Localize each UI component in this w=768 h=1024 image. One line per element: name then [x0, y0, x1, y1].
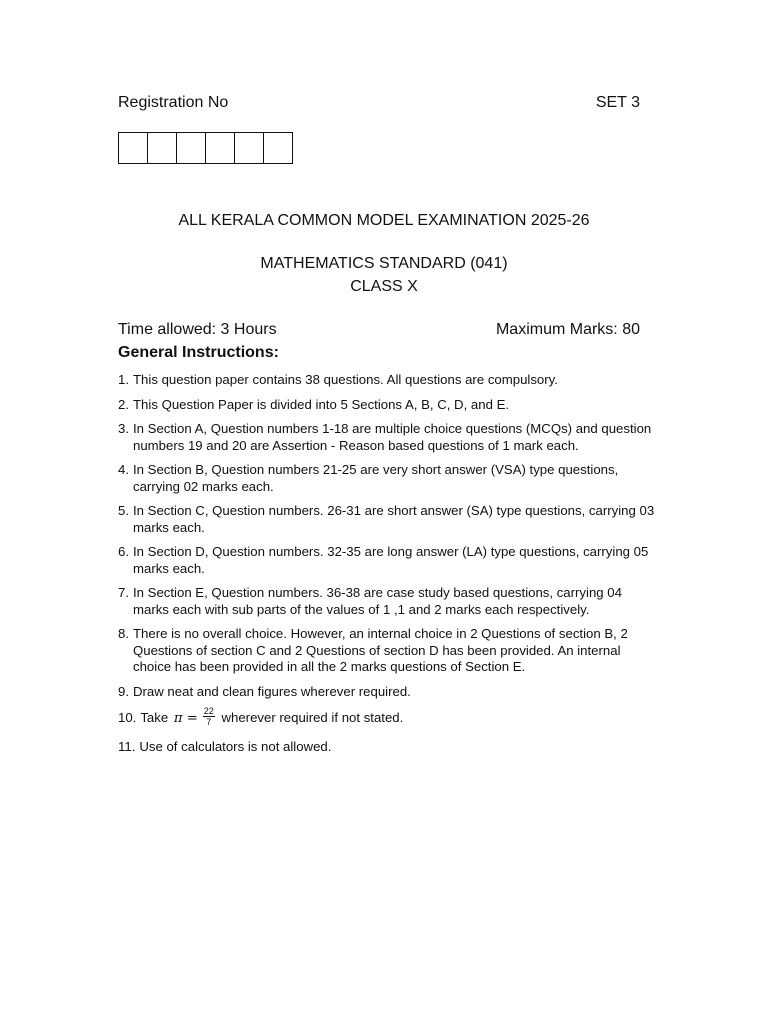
instruction-item [118, 421, 658, 454]
instruction-number: 8. [118, 626, 129, 641]
general-instructions-heading: General Instructions: [118, 344, 279, 361]
registration-digit-box[interactable] [234, 132, 264, 164]
instruction-item [118, 684, 658, 701]
instructions-list [118, 372, 658, 764]
instruction-number: 10. [118, 710, 137, 726]
registration-digit-box[interactable] [118, 132, 148, 164]
fraction-numerator: 22 [203, 706, 214, 716]
instruction-number: 7. [118, 585, 129, 600]
maximum-marks: Maximum Marks: 80 [495, 321, 640, 338]
instruction-number: 5. [118, 503, 129, 518]
registration-digit-box[interactable] [147, 132, 177, 164]
instruction-item [118, 503, 658, 536]
registration-digit-box[interactable] [205, 132, 235, 164]
instruction-item [118, 626, 658, 676]
time-allowed: Time allowed: 3 Hours [118, 321, 277, 338]
instruction-text: In Section A, Question numbers 1-18 are multiple choice questions (MCQs) and question numbers 19 and 20 are Assertion - Reason based questions of 1 mark each. [133, 421, 652, 453]
instruction-text: This Question Paper is divided into 5 Sections A, B, C, D, and E. [133, 396, 510, 412]
instruction-number: 3. [118, 421, 129, 436]
registration-number-boxes [118, 132, 292, 164]
instruction-text: In Section B, Question numbers 21-25 are very short answer (VSA) type questions, carrying 02 marks each. [133, 462, 619, 494]
registration-label: Registration No [118, 94, 229, 111]
instruction-number: 11. [118, 739, 136, 754]
pi-symbol: π = [173, 710, 198, 726]
instruction-number: 6. [118, 544, 129, 559]
instruction-item [118, 462, 658, 495]
instruction-text: There is no overall choice. However, an internal choice in 2 Questions of section B, 2 Questions of section C and 2 Questions of section D has been provided. An internal choice has been provided in all the 2 marks questions of Section E. [133, 626, 628, 674]
instruction-item [118, 544, 658, 577]
instruction-text: Draw neat and clean figures wherever required. [133, 683, 411, 699]
instruction-text: This question paper contains 38 questions. All questions are compulsory. [133, 372, 558, 387]
instruction-item [118, 372, 658, 389]
instruction-text: In Section C, Question numbers. 26-31 are short answer (SA) type questions, carrying 03 marks each. [133, 503, 655, 535]
instruction-item [118, 585, 658, 618]
registration-digit-box[interactable] [263, 132, 293, 164]
exam-title: ALL KERALA COMMON MODEL EXAMINATION 2025-26 [178, 212, 590, 229]
instruction-text-pi [140, 708, 658, 729]
instruction-text: In Section E, Question numbers. 36-38 are case study based questions, carrying 04 marks each with sub parts of the values of 1 ,1 and 2 marks each respectively. [133, 585, 622, 617]
fraction-22-over-7 [203, 706, 215, 727]
fraction-denominator: 7 [206, 717, 212, 727]
instruction-item [118, 397, 658, 414]
instruction-number: 9. [118, 683, 129, 699]
instruction-number: 4. [118, 462, 129, 477]
instruction-text: Use of calculators is not allowed. [139, 739, 332, 754]
instruction-number: 2. [118, 396, 129, 412]
instruction-number: 1. [118, 372, 129, 387]
class-title: CLASS X [350, 278, 418, 295]
instruction-item [118, 739, 658, 756]
subject-title: MATHEMATICS STANDARD (041) [260, 255, 508, 272]
registration-digit-box[interactable] [176, 132, 206, 164]
instruction-item [118, 708, 658, 729]
set-label: SET 3 [595, 94, 640, 111]
instruction-text: In Section D, Question numbers. 32-35 are long answer (LA) type questions, carrying 05 marks each. [133, 544, 649, 576]
take-word: Take [140, 709, 169, 725]
pi-instruction-rest: wherever required if not stated. [221, 709, 404, 725]
